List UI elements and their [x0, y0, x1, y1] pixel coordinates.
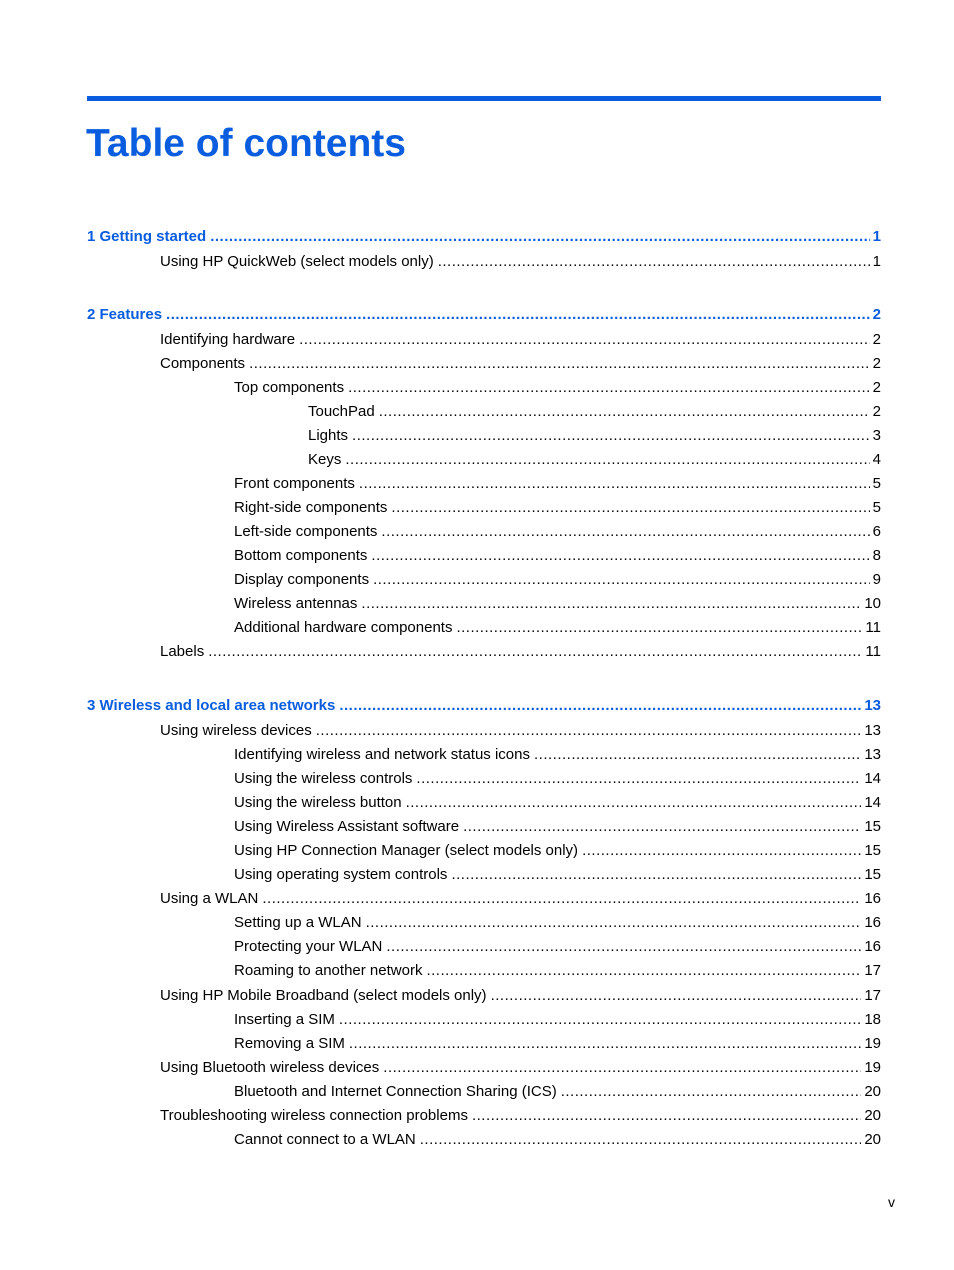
toc-entry-title: Cannot connect to a WLAN [234, 1131, 416, 1148]
toc-entry-title: Using Bluetooth wireless devices [160, 1059, 380, 1076]
toc-entry-page: 15 [864, 866, 881, 883]
toc-leader-dots [491, 986, 862, 1006]
toc-entry-page: 19 [864, 1035, 881, 1052]
toc-entry[interactable] [234, 1130, 881, 1150]
toc-entry-page: 4 [872, 451, 881, 468]
toc-leader-dots [456, 618, 862, 638]
toc-entry-title: 3 Wireless and local area networks [87, 697, 336, 714]
toc-leader-dots [361, 594, 861, 614]
toc-entry-page: 15 [864, 818, 881, 835]
toc-entry[interactable] [160, 721, 881, 741]
toc-leader-dots [166, 305, 870, 325]
toc-entry-title: 1 Getting started [87, 228, 207, 245]
toc-leader-dots [208, 642, 862, 662]
toc-entry[interactable] [160, 642, 881, 662]
toc-leader-dots [299, 330, 870, 350]
toc-entry[interactable] [160, 330, 881, 350]
toc-leader-dots [561, 1082, 862, 1102]
toc-entry[interactable] [234, 522, 881, 542]
toc-leader-dots [316, 721, 862, 741]
toc-entry-title: Wireless antennas [234, 595, 358, 612]
toc-entry-page: 18 [864, 1011, 881, 1028]
toc-entry-page: 8 [872, 547, 881, 564]
toc-leader-dots [339, 696, 861, 716]
toc-leader-dots [438, 252, 870, 272]
toc-entry[interactable] [234, 1034, 881, 1054]
toc-leader-dots [210, 227, 869, 247]
toc-entry-page: 5 [872, 475, 881, 492]
toc-entry-title: Using wireless devices [160, 722, 312, 739]
toc-entry[interactable] [160, 889, 881, 909]
toc-leader-dots [451, 865, 861, 885]
toc-entry[interactable] [234, 793, 881, 813]
toc-entry-title: Keys [308, 451, 342, 468]
toc-entry-page: 11 [865, 619, 881, 636]
toc-entry-page: 2 [872, 306, 881, 323]
toc-entry[interactable] [234, 570, 881, 590]
toc-entry[interactable] [234, 618, 881, 638]
toc-entry-title: Using a WLAN [160, 890, 259, 907]
toc-leader-dots [582, 841, 861, 861]
toc-entry-page: 1 [872, 228, 881, 245]
toc-entry-title: Removing a SIM [234, 1035, 345, 1052]
toc-leader-dots [249, 354, 870, 374]
toc-leader-dots [262, 889, 861, 909]
toc-entry-page: 11 [865, 643, 881, 660]
toc-leader-dots [379, 402, 870, 422]
toc-entry[interactable] [234, 865, 881, 885]
toc-entry[interactable] [234, 745, 881, 765]
toc-entry[interactable] [234, 498, 881, 518]
toc-entry-page: 2 [872, 331, 881, 348]
toc-entry-page: 13 [864, 722, 881, 739]
toc-entry[interactable] [234, 474, 881, 494]
toc-leader-dots [345, 450, 869, 470]
toc-entry-page: 20 [864, 1107, 881, 1124]
toc-entry[interactable] [308, 402, 881, 422]
toc-leader-dots [366, 913, 862, 933]
toc-entry-title: Inserting a SIM [234, 1011, 335, 1028]
toc-entry[interactable] [308, 450, 881, 470]
toc-entry-page: 6 [872, 523, 881, 540]
toc-entry[interactable] [234, 961, 881, 981]
toc-entry[interactable] [308, 426, 881, 446]
toc-entry[interactable] [234, 913, 881, 933]
toc-entry[interactable] [160, 1058, 881, 1078]
toc-entry-title: TouchPad [308, 403, 375, 420]
toc-entry[interactable] [160, 252, 881, 272]
toc-entry[interactable] [234, 594, 881, 614]
toc-entry[interactable] [160, 1106, 881, 1126]
toc-entry-title: Using HP Mobile Broadband (select models only) [160, 987, 487, 1004]
toc-leader-dots [463, 817, 861, 837]
toc-entry-title: Troubleshooting wireless connection problems [160, 1107, 468, 1124]
toc-leader-dots [373, 570, 870, 590]
toc-entry-page: 2 [872, 379, 881, 396]
toc-entry[interactable] [234, 841, 881, 861]
toc-entry-title: Lights [308, 427, 349, 444]
toc-entry[interactable] [234, 817, 881, 837]
toc-entry[interactable] [234, 1082, 881, 1102]
toc-entry-page: 20 [864, 1083, 881, 1100]
toc-entry-title: Using Wireless Assistant software [234, 818, 460, 835]
toc-entry-page: 5 [872, 499, 881, 516]
toc-entry-page: 20 [864, 1131, 881, 1148]
toc-chapter-entry[interactable] [87, 227, 881, 247]
toc-entry-page: 13 [864, 697, 881, 714]
toc-leader-dots [426, 961, 861, 981]
toc-entry-title: Using the wireless button [234, 794, 402, 811]
toc-entry[interactable] [234, 1010, 881, 1030]
toc-entry-page: 17 [864, 962, 881, 979]
toc-entry-page: 9 [872, 571, 881, 588]
page-number: v [888, 1194, 895, 1210]
toc-entry-title: Using the wireless controls [234, 770, 413, 787]
toc-entry-title: Protecting your WLAN [234, 938, 383, 955]
toc-leader-dots [534, 745, 861, 765]
toc-leader-dots [381, 522, 869, 542]
toc-leader-dots [383, 1058, 861, 1078]
toc-entry-title: Identifying hardware [160, 331, 296, 348]
toc-entry-title: Additional hardware components [234, 619, 453, 636]
toc-leader-dots [349, 1034, 861, 1054]
toc-entry[interactable] [234, 546, 881, 566]
toc-chapter-entry[interactable] [87, 696, 881, 716]
toc-entry-page: 13 [864, 746, 881, 763]
toc-leader-dots [391, 498, 869, 518]
toc-leader-dots [339, 1010, 861, 1030]
toc-entry-title: Left-side components [234, 523, 378, 540]
toc-leader-dots [386, 937, 861, 957]
toc-entry-page: 14 [864, 794, 881, 811]
toc-entry-page: 2 [872, 355, 881, 372]
toc-entry-title: Using HP QuickWeb (select models only) [160, 253, 434, 270]
page-title: Table of contents [86, 122, 406, 165]
toc-leader-dots [420, 1130, 862, 1150]
toc-entry-title: Using HP Connection Manager (select models only) [234, 842, 579, 859]
toc-entry[interactable] [160, 354, 881, 374]
toc-entry-title: Right-side components [234, 499, 388, 516]
toc-leader-dots [371, 546, 869, 566]
toc-entry-title: Display components [234, 571, 370, 588]
toc-entry-page: 16 [864, 890, 881, 907]
toc-entry-title: Components [160, 355, 246, 372]
toc-leader-dots [472, 1106, 861, 1126]
toc-entry-title: Bluetooth and Internet Connection Sharing (ICS) [234, 1083, 557, 1100]
toc-entry-title: Roaming to another network [234, 962, 423, 979]
toc-chapter-entry[interactable] [87, 305, 881, 325]
toc-entry[interactable] [234, 769, 881, 789]
toc-leader-dots [359, 474, 870, 494]
toc-entry[interactable] [234, 937, 881, 957]
toc-entry-page: 16 [864, 914, 881, 931]
toc-entry-page: 1 [872, 253, 881, 270]
toc-leader-dots [416, 769, 861, 789]
toc-entry-title: Top components [234, 379, 345, 396]
toc-entry-title: Setting up a WLAN [234, 914, 362, 931]
toc-entry-title: 2 Features [87, 306, 163, 323]
toc-entry-page: 16 [864, 938, 881, 955]
toc-entry[interactable] [160, 986, 881, 1006]
toc-entry-title: Bottom components [234, 547, 368, 564]
toc-entry-title: Using operating system controls [234, 866, 448, 883]
toc-entry-page: 10 [864, 595, 881, 612]
toc-leader-dots [406, 793, 862, 813]
toc-entry-page: 15 [864, 842, 881, 859]
toc-entry-title: Labels [160, 643, 205, 660]
toc-entry-title: Front components [234, 475, 355, 492]
toc-leader-dots [348, 378, 870, 398]
toc-entry-title: Identifying wireless and network status icons [234, 746, 530, 763]
toc-entry-page: 17 [864, 987, 881, 1004]
toc-entry-page: 3 [872, 427, 881, 444]
toc-entry-page: 19 [864, 1059, 881, 1076]
toc-leader-dots [352, 426, 870, 446]
toc-entry[interactable] [234, 378, 881, 398]
toc-entry-page: 14 [864, 770, 881, 787]
toc-entry-page: 2 [872, 403, 881, 420]
